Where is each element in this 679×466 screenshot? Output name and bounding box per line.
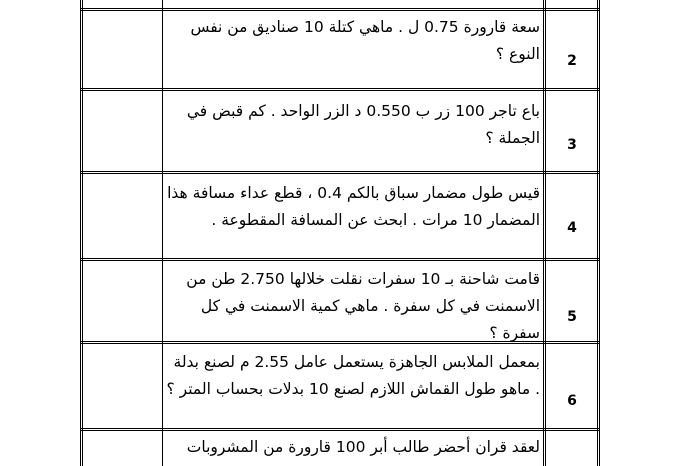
question-text: بمعمل الملابس الجاهزة يستعمل عامل 2.55 م لصنع بدلة . ماهو طول القماش اللازم لصنع 10 بدلات بحساب المتر ؟ [166, 353, 540, 398]
question-number: 2 [567, 53, 577, 69]
question-text: قامت شاحنة بـ 10 سفرات نقلت خلالها 2.750 طن من الاسمنت في كل سفرة . ماهي كمية الاسمنت في كل سفرة ؟ [186, 270, 540, 342]
row-divider [80, 88, 600, 91]
column-divider [162, 0, 163, 466]
row-divider [80, 171, 600, 174]
question-text: لعقد قران أحضر طالب أبر 100 قارورة من المشروبات [186, 438, 540, 456]
question-text: قيس طول مضمار سباق بالكم 0.4 ، قطع عداء مسافة هذا المضمار 10 مرات . ابحث عن المسافة المقطوعة . [167, 184, 540, 229]
row-divider [80, 428, 600, 431]
question-number: 6 [567, 393, 577, 409]
question-number: 5 [567, 309, 577, 325]
question-text: سعة قارورة 0.75 ل . ماهي كتلة 10 صناديق من نفس النوع ؟ [190, 18, 540, 63]
row-divider [80, 258, 600, 261]
row-divider [80, 8, 600, 11]
question-number: 3 [567, 137, 577, 153]
question-text: باع تاجر 100 زر ب 0.550 د الزر الواحد . كم قبض في الجملة ؟ [186, 102, 540, 147]
question-number: 4 [567, 220, 577, 236]
